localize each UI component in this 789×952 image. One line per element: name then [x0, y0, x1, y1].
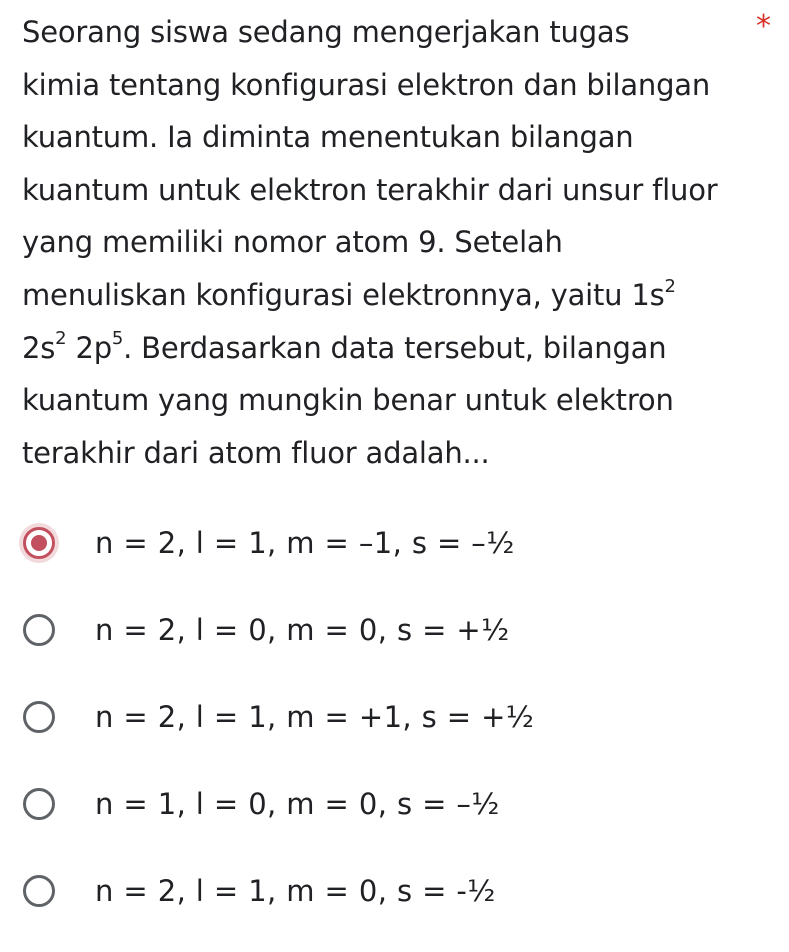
answer-option-3[interactable] [0, 684, 789, 754]
config-exponent: 5 [111, 328, 124, 350]
required-asterisk: * [756, 9, 771, 44]
config-term: 2s [22, 330, 56, 365]
question-line: terakhir dari atom fluor adalah... [22, 435, 490, 470]
question-line [22, 322, 752, 375]
answer-option-label[interactable]: n = 2, l = 1, m = –1, s = –½ [95, 526, 515, 560]
question-line: Seorang siswa sedang mengerjakan tugas [22, 15, 630, 49]
answer-option-2[interactable] [0, 597, 789, 667]
question-line [22, 269, 752, 322]
question-line: kuantum. Ia diminta menentukan bilangan [22, 120, 634, 155]
radio-button-icon[interactable] [23, 788, 55, 820]
config-exponent: 2 [55, 328, 67, 350]
config-term: 2p [75, 330, 112, 365]
answer-option-label[interactable]: n = 2, l = 0, m = 0, s = +½ [95, 613, 510, 647]
radio-button-icon[interactable] [23, 875, 55, 907]
question-text [22, 6, 752, 479]
radio-button-icon[interactable] [23, 614, 55, 646]
answer-option-label[interactable]: n = 1, l = 0, m = 0, s = –½ [95, 787, 500, 821]
question-line: kuantum untuk elektron terakhir dari unsur fluor [22, 172, 718, 207]
answer-option-4[interactable] [0, 771, 789, 841]
answer-option-5[interactable] [0, 858, 789, 928]
question-line-text: . Berdasarkan data tersebut, bilangan [123, 330, 667, 365]
config-term: 1s [631, 277, 665, 312]
question-line: yang memiliki nomor atom 9. Setelah [22, 225, 563, 260]
question-line: kimia tentang konfigurasi elektron dan bilangan [22, 67, 711, 102]
radio-button-selected-icon[interactable] [23, 527, 55, 559]
config-exponent: 2 [664, 275, 676, 297]
question-line: kuantum yang mungkin benar untuk elektron [22, 383, 674, 418]
answer-option-1[interactable] [0, 510, 789, 580]
answer-option-label[interactable]: n = 2, l = 1, m = 0, s = -½ [95, 874, 496, 908]
answer-option-label[interactable]: n = 2, l = 1, m = +1, s = +½ [95, 700, 535, 734]
question-line-text: menuliskan konfigurasi elektronnya, yaitu [22, 277, 632, 312]
radio-button-icon[interactable] [23, 701, 55, 733]
